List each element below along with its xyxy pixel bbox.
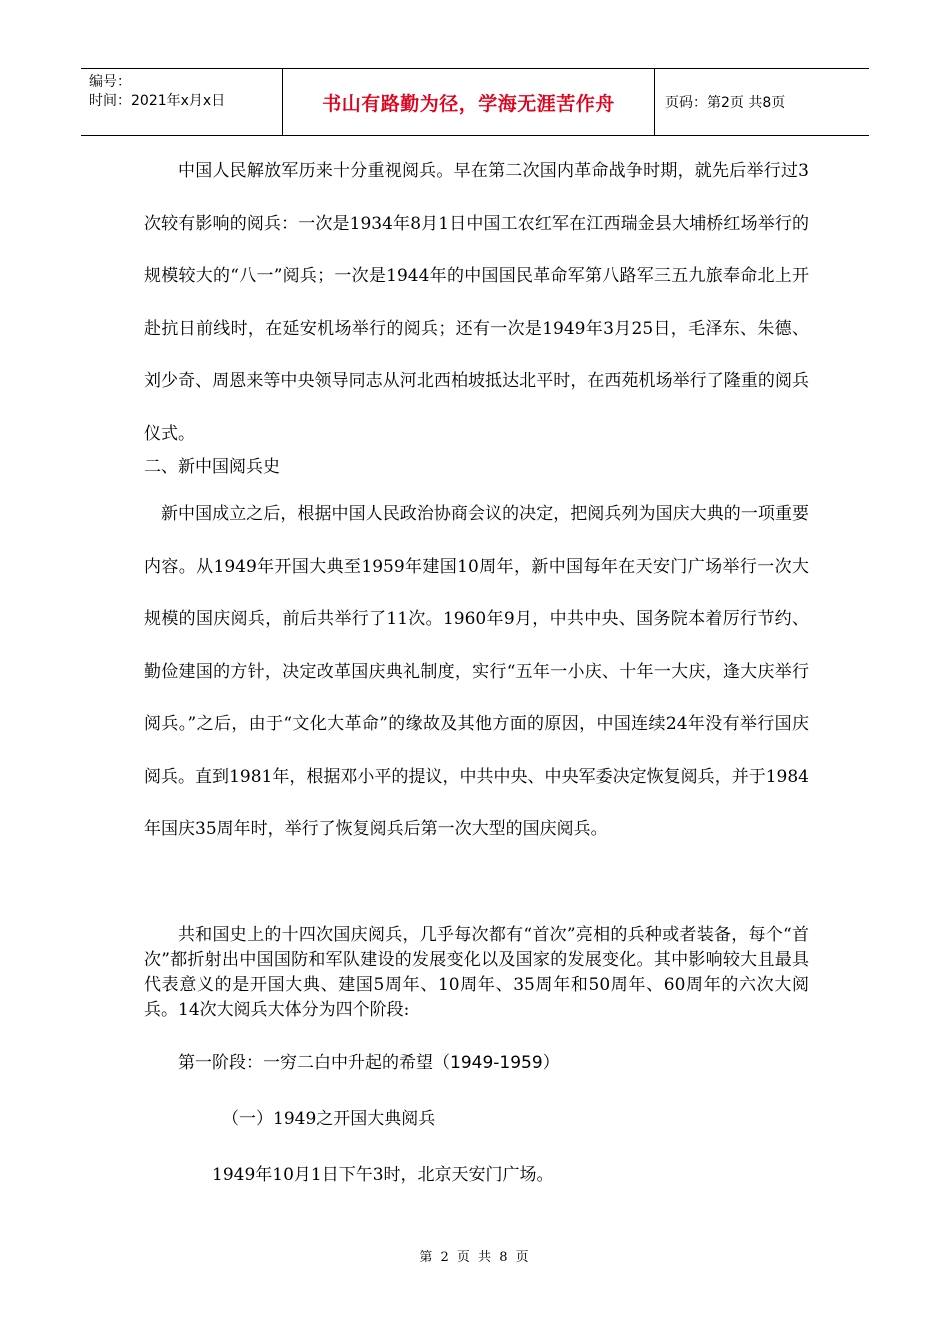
header-motto-cell [283,69,655,135]
section-heading-new-china-parades: 二、新中国阅兵史 [144,457,280,477]
body-paragraph: 新中国成立之后，根据中国人民政治协商会议的决定，把阅兵列为国庆大典的一项重要内容。从1949年开国大典至1959年建国10周年，新中国每年在天安门广场举行一次大规模的国庆阅兵，前后共举行了11次。1960年9月，中共中央、国务院本着厉行节约、勤俭建国的方针，决定改革国庆典礼制度，实行“五年一小庆、十年一大庆，逢大庆举行阅兵。”之后，由于“文化大革命”的缘故及其他方面的原因，中国连续24年没有举行国庆阅兵。直到1981年，根据邓小平的提议，中共中央、中央军委决定恢复阅兵，并于1984年国庆35周年时，举行了恢复阅兵后第一次大型的国庆阅兵。 [144,504,809,839]
page-footer: 第 2 页 共 8 页 [419,1250,531,1265]
subsection-founding-ceremony-heading: （一）1949之开国大典阅兵 [222,1109,436,1129]
body-paragraph: 中国人民解放军历来十分重视阅兵。早在第二次国内革命战争时期，就先后举行过3次较有影响的阅兵：一次是1934年8月1日中国工农红军在江西瑞金县大埔桥红场举行的规模较大的“八一”阅兵；一次是1944年的中国国民革命军第八路军三五九旅奉命北上开赴抗日前线时，在延安机场举行的阅兵；还有一次是1949年3月25日，毛泽东、朱德、刘少奇、周恩来等中央领导同志从河北西柏坡抵达北平时，在西苑机场举行了隆重的阅兵仪式。 [144,161,809,444]
header-page-number: 页码：第2页 共8页 [665,95,786,111]
header-page-info [655,69,869,135]
stage-one-heading [178,1051,560,1075]
body-paragraph: 共和国史上的十四次国庆阅兵，几乎每次都有“首次”亮相的兵种或者装备，每个“首次”都折射出中国国防和军队建设的发展变化以及国家的发展变化。其中影响较大且最具代表意义的是开国大典、建国5周年、10周年、35周年和50周年、60周年的六次大阅兵。14次大阅兵大体分为四个阶段: [144,925,809,1020]
stage-one-years: 1949-1959 [450,1053,543,1073]
paragraph-new-china-parades [144,488,809,856]
page-header [81,68,869,136]
paragraph-pla-parades [144,145,809,460]
stage-one-close: ） [542,1053,560,1073]
paragraph-fourteen-parades [144,923,809,1023]
document-time: 时间：2021年x月x日 [89,93,226,109]
document-number-label: 编号： [89,74,131,90]
founding-ceremony-time-line: 1949年10月1日下午3时，北京天安门广场。 [212,1165,554,1185]
stage-one-text: 第一阶段：一穷二白中升起的希望（ [178,1053,450,1073]
header-meta [81,69,283,135]
header-motto: 书山有路勤为径，学海无涯苦作舟 [322,92,615,115]
